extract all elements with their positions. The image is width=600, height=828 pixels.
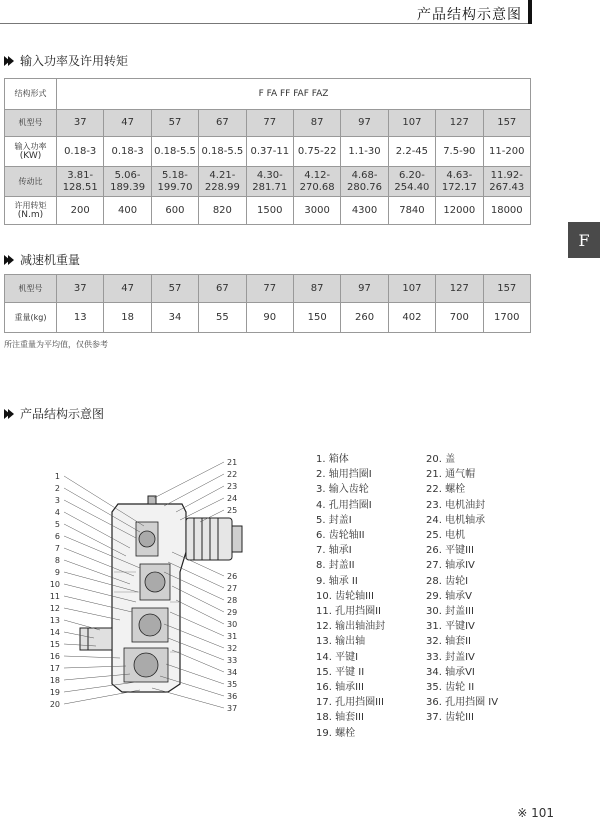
callout-number: 23 [227, 482, 238, 491]
model-row [5, 110, 531, 137]
double-arrow-icon [4, 56, 14, 66]
table-cell: 4.68- 280.76 [341, 167, 388, 197]
table-cell: 34 [151, 303, 198, 333]
torque-label-text: 许用转矩 [14, 200, 47, 210]
callout-number: 30 [227, 620, 238, 629]
power-row [5, 137, 531, 167]
list-item: 5. 封盖I [316, 514, 352, 526]
list-item: 14. 平键I [316, 651, 359, 663]
list-item: 20. 盖 [426, 454, 456, 465]
callout-number: 20 [49, 700, 60, 709]
series-label: 结构形式 [5, 79, 57, 110]
double-arrow-icon [4, 409, 14, 419]
section-title-text: 产品结构示意图 [20, 407, 105, 421]
table-cell: 4.30- 281.71 [246, 167, 293, 197]
power-label-text: 输入功率 [14, 141, 47, 151]
callout-number: 10 [49, 580, 60, 589]
list-item: 22. 螺栓 [426, 484, 466, 496]
callout-number: 25 [227, 506, 238, 515]
callout-number: 14 [49, 628, 60, 637]
table-cell: 820 [199, 197, 246, 225]
callout-number: 31 [227, 632, 238, 641]
ratio-row [5, 167, 531, 197]
callout-number: 15 [49, 640, 60, 649]
callout-number: 28 [227, 596, 238, 605]
output-shaft [80, 628, 112, 650]
right-callouts [227, 458, 237, 713]
list-item: 10. 齿轮轴III [316, 590, 374, 602]
callout-number: 17 [49, 664, 60, 673]
list-item: 23. 电机油封 [426, 499, 486, 511]
table-cell: 127 [436, 275, 483, 303]
callout-number: 35 [227, 680, 238, 689]
list-item: 19. 螺栓 [316, 727, 356, 739]
callout-number: 34 [227, 668, 238, 677]
table-cell: 18 [104, 303, 151, 333]
table-cell: 200 [57, 197, 104, 225]
table-cell: 11.92- 267.43 [483, 167, 530, 197]
table-cell: 55 [199, 303, 246, 333]
table-cell: 5.06- 189.39 [104, 167, 151, 197]
callout-number: 5 [54, 520, 60, 529]
list-item: 18. 轴套III [316, 712, 364, 724]
table-cell: 150 [293, 303, 340, 333]
callout-number: 11 [49, 592, 60, 601]
list-item: 9. 轴承 II [316, 575, 358, 587]
table-cell: 4.63- 172.17 [436, 167, 483, 197]
section-tab-f: F [568, 222, 600, 258]
table-cell: 4.21- 228.99 [199, 167, 246, 197]
list-item: 31. 平键IV [426, 621, 475, 633]
gear-reducer-drawing [40, 452, 250, 724]
callout-number: 36 [227, 692, 238, 701]
table-cell: 67 [199, 110, 246, 137]
list-item: 1. 箱体 [316, 454, 349, 465]
callout-number: 6 [54, 532, 60, 541]
table-cell: 90 [246, 303, 293, 333]
table-cell: 0.37-11 [246, 137, 293, 167]
callout-number: 8 [54, 556, 60, 565]
section-title-structure [4, 405, 104, 422]
table-cell: 157 [483, 275, 530, 303]
table-cell: 4.12- 270.68 [293, 167, 340, 197]
power-label [5, 137, 57, 167]
section-title-text: 输入功率及许用转矩 [20, 54, 129, 68]
weight-table [4, 274, 531, 333]
table-cell: 0.18-5.5 [151, 137, 198, 167]
table-cell: 1.1-30 [341, 137, 388, 167]
model-label: 机型号 [5, 110, 57, 137]
callout-number: 29 [227, 608, 238, 617]
callout-number: 4 [54, 508, 60, 517]
table-cell: 7.5-90 [436, 137, 483, 167]
list-item: 24. 电机轴承 [426, 514, 486, 526]
table-cell: 127 [436, 110, 483, 137]
table-cell: 0.18-5.5 [199, 137, 246, 167]
table-cell: 77 [246, 110, 293, 137]
table-cell: 260 [341, 303, 388, 333]
model-label: 机型号 [5, 275, 57, 303]
callout-number: 2 [54, 484, 60, 493]
power-unit: (KW) [19, 150, 42, 161]
list-item: 30. 封盖III [426, 606, 474, 618]
weight-label: 重量(kg) [5, 303, 57, 333]
table-cell: 2.2-45 [388, 137, 435, 167]
list-item: 29. 轴承V [426, 590, 472, 602]
table-cell: 3000 [293, 197, 340, 225]
callout-number: 16 [49, 652, 60, 661]
list-item: 4. 孔用挡圈I [316, 499, 372, 511]
list-item: 12. 输出轴油封 [316, 621, 386, 633]
list-item: 27. 轴承IV [426, 560, 475, 572]
table-cell: 4300 [341, 197, 388, 225]
callout-number: 1 [54, 472, 60, 481]
section-title-text: 减速机重量 [20, 253, 81, 267]
callout-number: 24 [227, 494, 238, 503]
table-cell: 12000 [436, 197, 483, 225]
table-cell: 87 [293, 275, 340, 303]
table-cell: 1700 [483, 303, 530, 333]
callout-number: 26 [227, 572, 238, 581]
weight-model-row [5, 275, 531, 303]
callout-number: 9 [54, 568, 60, 577]
table-cell: 400 [104, 197, 151, 225]
callout-number: 3 [54, 496, 60, 505]
list-item: 16. 轴承III [316, 682, 364, 694]
callout-number: 21 [227, 458, 238, 467]
list-item: 21. 通气帽 [426, 469, 476, 481]
torque-label [5, 197, 57, 225]
callout-number: 33 [227, 656, 238, 665]
table-cell: 13 [57, 303, 104, 333]
list-item: 7. 轴承I [316, 545, 352, 557]
table-cell: 97 [341, 275, 388, 303]
callout-number: 37 [227, 704, 238, 713]
torque-row [5, 197, 531, 225]
page-number: ※ 101 [517, 806, 554, 820]
list-item: 34. 轴承VI [426, 666, 475, 678]
list-item: 35. 齿轮 II [426, 682, 475, 694]
callout-number: 12 [49, 604, 60, 613]
callout-number: 32 [227, 644, 238, 653]
list-item: 6. 齿轮轴II [316, 530, 365, 542]
parts-list-col1 [316, 452, 385, 741]
power-torque-table [4, 78, 531, 225]
header-bar [528, 0, 532, 24]
section-title-power-torque [4, 52, 128, 69]
callout-number: 13 [49, 616, 60, 625]
table-cell: 1500 [246, 197, 293, 225]
table-cell: 11-200 [483, 137, 530, 167]
table-cell: 87 [293, 110, 340, 137]
table-cell: 157 [483, 110, 530, 137]
callout-number: 19 [49, 688, 60, 697]
table-cell: 7840 [388, 197, 435, 225]
list-item: 17. 孔用挡圈III [316, 697, 384, 709]
double-arrow-icon [4, 255, 14, 265]
table-cell: 402 [388, 303, 435, 333]
table-cell: 37 [57, 275, 104, 303]
torque-unit: (N.m) [17, 209, 44, 220]
table-cell: 57 [151, 110, 198, 137]
table-cell: 77 [246, 275, 293, 303]
list-item: 33. 封盖IV [426, 651, 475, 663]
table-cell: 0.18-3 [57, 137, 104, 167]
list-item: 15. 平键 II [316, 666, 365, 678]
callout-number: 7 [54, 544, 60, 553]
list-item: 11. 孔用挡圈II [316, 606, 381, 618]
table-cell: 600 [151, 197, 198, 225]
weight-note: 所注重量为平均值，仅供参考 [4, 340, 108, 349]
table-cell: 37 [57, 110, 104, 137]
callout-number: 27 [227, 584, 238, 593]
list-item: 13. 输出轴 [316, 636, 366, 648]
table-cell: 107 [388, 110, 435, 137]
table-cell: 67 [199, 275, 246, 303]
list-item: 8. 封盖II [316, 560, 355, 572]
parts-list-col2 [426, 452, 498, 726]
table-cell: 3.81- 128.51 [57, 167, 104, 197]
list-item: 2. 轴用挡圈I [316, 469, 372, 481]
table-cell: 57 [151, 275, 198, 303]
table-cell: 5.18- 199.70 [151, 167, 198, 197]
list-item: 32. 轴套II [426, 636, 471, 648]
table-cell: 0.18-3 [104, 137, 151, 167]
table-cell: 47 [104, 275, 151, 303]
list-item: 3. 输入齿轮 [316, 484, 369, 496]
list-item: 25. 电机 [426, 530, 466, 542]
section-title-weight [4, 251, 80, 268]
table-cell: 47 [104, 110, 151, 137]
callout-number: 18 [49, 676, 60, 685]
table-cell: 6.20- 254.40 [388, 167, 435, 197]
breather [148, 496, 156, 504]
table-cell: 0.75-22 [293, 137, 340, 167]
list-item: 37. 齿轮III [426, 712, 474, 724]
table-cell: 97 [341, 110, 388, 137]
series-value: F FA FF FAF FAZ [57, 79, 531, 110]
table-cell: 107 [388, 275, 435, 303]
table-cell: 700 [436, 303, 483, 333]
callout-number: 22 [227, 470, 238, 479]
motor [186, 518, 242, 560]
table-cell: 18000 [483, 197, 530, 225]
ratio-label: 传动比 [5, 167, 57, 197]
page-header-title: 产品结构示意图 [417, 7, 522, 23]
left-callouts [50, 472, 60, 709]
weight-row [5, 303, 531, 333]
list-item: 36. 孔用挡圈 IV [426, 697, 499, 709]
list-item: 28. 齿轮I [426, 575, 469, 587]
list-item: 26. 平键III [426, 545, 474, 557]
